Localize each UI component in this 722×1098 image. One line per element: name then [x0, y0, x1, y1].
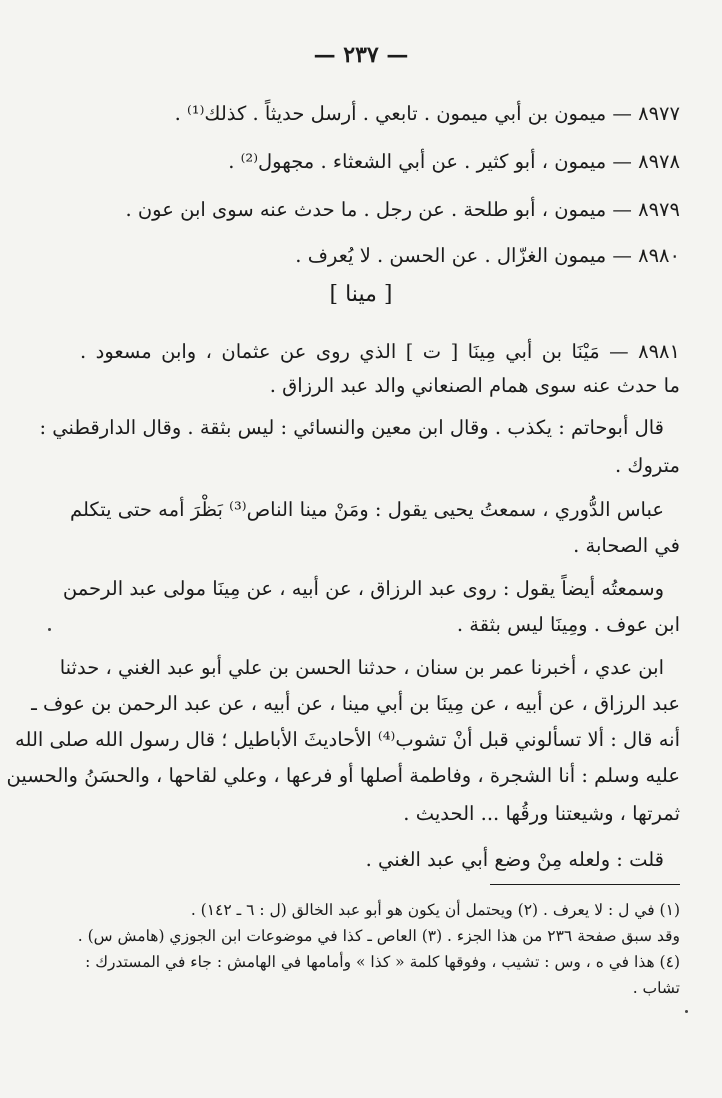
body-line-10: عبد الرزاق ، عن أبيه ، عن مِينَا بن أبي مينا ، عن أبيه ، عن عبد الرحمن بن عوف ـ: [31, 692, 680, 715]
body-line-5: عباس الدُّوري ، سمعتُ يحيى يقول : ومَنْ مينا الناص⁽³⁾ بَظْرَ أمه حتى يتكلم: [70, 498, 664, 521]
body-line-4: متروك .: [615, 454, 680, 477]
section-heading: [ مينا ]: [329, 282, 393, 307]
footnote-line-4: تشاب .: [632, 979, 680, 997]
body-line-8: ابن عوف . ومِينَا ليس بثقة .: [456, 613, 680, 636]
entry-8977: ٨٩٧٧ — ميمون بن أبي ميمون . تابعي . أرسل حديثاً . كذلك⁽¹⁾ .: [174, 102, 680, 125]
footnote-line-2: وقد سبق صفحة ٢٣٦ من هذا الجزء . (٣) العاص ـ كذا في موضوعات ابن الجوزي (هامش س) .: [77, 927, 680, 945]
body-line-9: ابن عدي ، أخبرنا عمر بن سنان ، حدثنا الحسن بن علي أبو عبد الغني ، حدثنا: [59, 656, 664, 679]
footnote-line-3: (٤) هذا في ه ، وس : تشيب ، وفوقها كلمة « كذا » وأمامها في الهامش : جاء في المستدرك :: [85, 953, 680, 971]
entry-8978: ٨٩٧٨ — ميمون ، أبو كثير . عن أبي الشعثاء . مجهول⁽²⁾ .: [228, 150, 680, 173]
body-line-14: قلت : ولعله مِنْ وضع أبي عبد الغني .: [365, 848, 664, 871]
body-line-3: قال أبوحاتم : يكذب . وقال ابن معين والنسائي : ليس بثقة . وقال الدارقطني :: [39, 416, 664, 439]
margin-speck: [48, 628, 51, 631]
margin-speck: [685, 1010, 688, 1013]
body-line-7: وسمعتُه أيضاً يقول : روى عبد الرزاق ، عن أبيه ، عن مِينَا مولى عبد الرحمن: [62, 577, 664, 600]
body-line-12: عليه وسلم : أنا الشجرة ، وفاطمة أصلها أو فرعها ، وعلي لقاحها ، والحسَنُ والحسين: [6, 764, 680, 787]
footnote-line-1: (١) في ل : لا يعرف . (٢) ويحتمل أن يكون هو أبو عبد الخالق (ل : ٦ ـ ١٤٢) .: [190, 901, 680, 919]
entry-8979: ٨٩٧٩ — ميمون ، أبو طلحة . عن رجل . ما حدث عنه سوى ابن عون .: [125, 198, 680, 221]
entry-8981-line-2: ما حدث عنه سوى همام الصنعاني والد عبد الرزاق .: [269, 374, 680, 397]
entry-8981-line-1: ٨٩٨١ — مَيْنَا بن أبي مِينَا [ ت ] الذي روى عن عثمان ، وابن مسعود .: [80, 340, 680, 363]
body-line-13: ثمرتها ، وشيعتنا ورقُها ... الحديث .: [403, 802, 680, 825]
body-line-11: أنه قال : ألا تسألوني قبل أنْ تشوب⁽⁴⁾ الأحاديثَ الأباطيل ؛ قال رسول الله صلى الله: [15, 728, 680, 751]
entry-8980: ٨٩٨٠ — ميمون الغزّال . عن الحسن . لا يُعرف .: [295, 244, 680, 267]
page-number: — ٢٣٧ —: [313, 42, 409, 68]
footnote-divider: [490, 884, 680, 885]
body-line-6: في الصحابة .: [573, 534, 680, 557]
